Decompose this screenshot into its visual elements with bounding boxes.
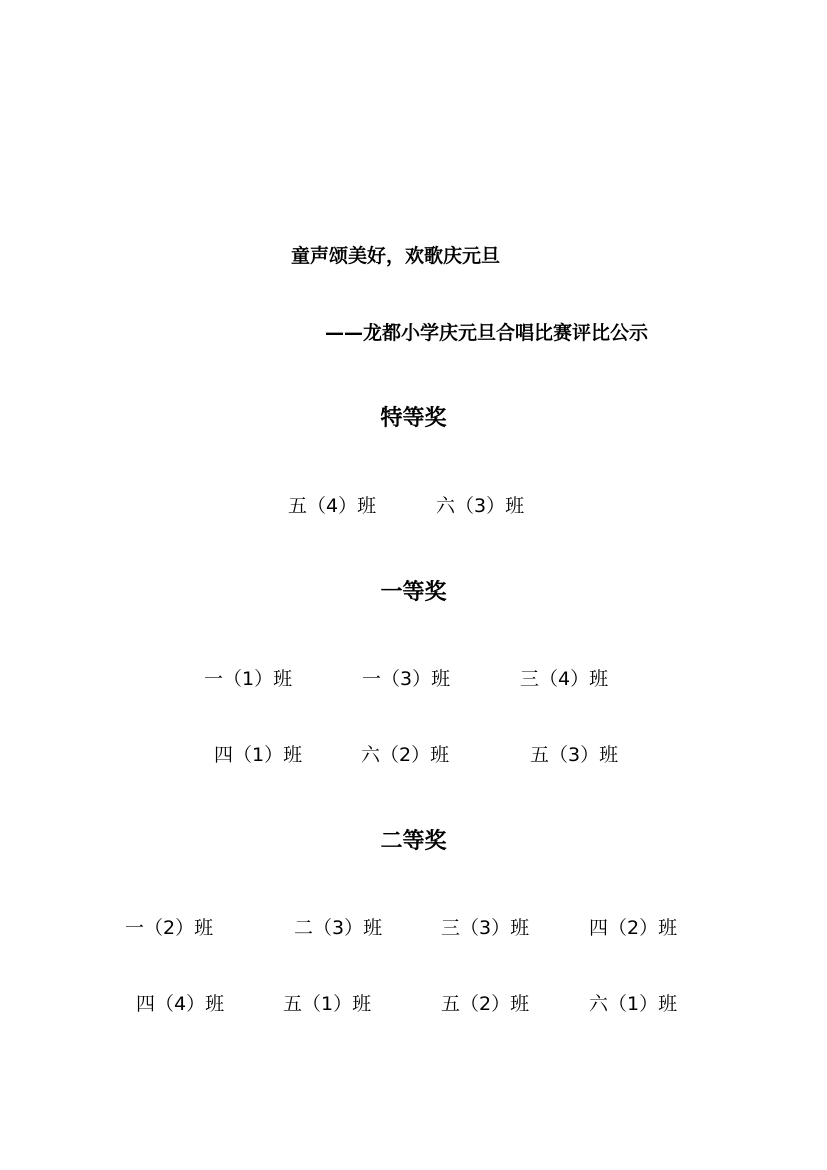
second-award-class: 五（1）班 [283,993,372,1015]
second-award-class: 一（2）班 [125,917,214,939]
document-subtitle: ——龙都小学庆元旦合唱比赛评比公示 [325,322,649,344]
first-award-heading: 一等奖 [380,580,447,605]
second-award-class: 四（4）班 [136,993,225,1015]
first-award-class: 五（3）班 [530,744,619,766]
second-award-heading: 二等奖 [380,829,447,854]
special-award-class: 六（3）班 [436,495,525,517]
second-award-class: 二（3）班 [294,917,383,939]
second-award-class: 六（1）班 [589,993,678,1015]
second-award-class: 五（2）班 [441,993,530,1015]
first-award-class: 六（2）班 [361,744,450,766]
document-title: 童声颂美好，欢歌庆元旦 [291,245,501,267]
second-award-class: 四（2）班 [589,917,678,939]
second-award-class: 三（3）班 [441,917,530,939]
special-award-heading: 特等奖 [380,406,447,431]
first-award-class: 一（1）班 [204,668,293,690]
special-award-class: 五（4）班 [288,495,377,517]
first-award-class: 四（1）班 [214,744,303,766]
first-award-class: 三（4）班 [520,668,609,690]
first-award-class: 一（3）班 [362,668,451,690]
